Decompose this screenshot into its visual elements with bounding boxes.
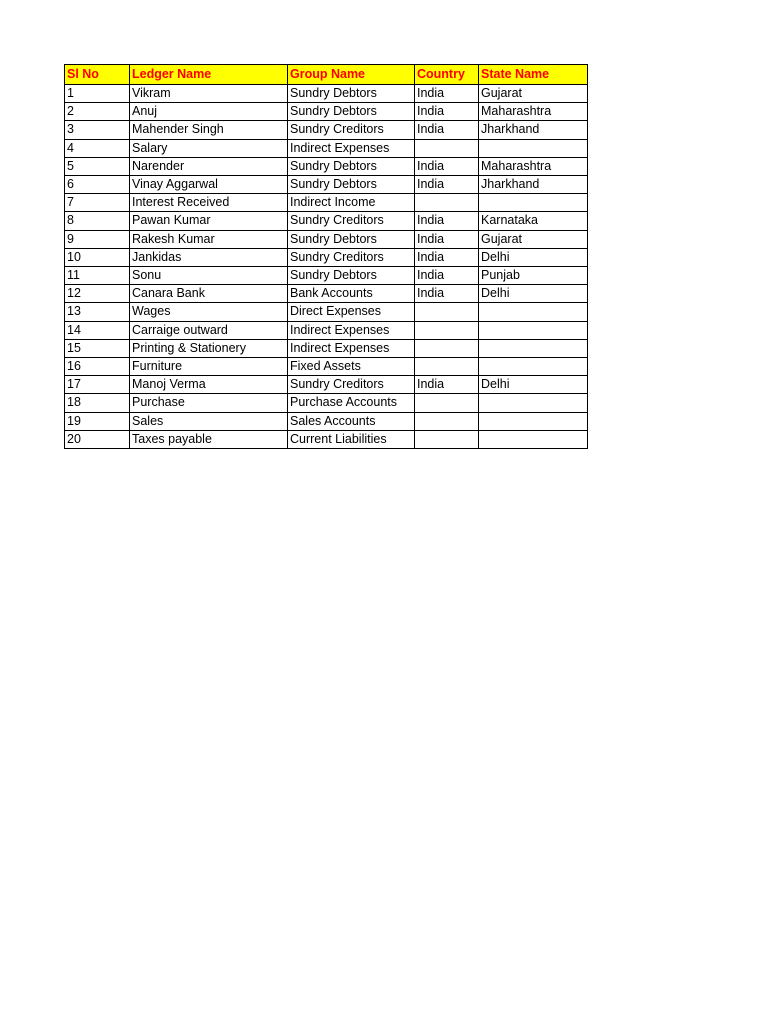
table-row [65, 267, 588, 285]
cell-sl-no[interactable]: 17 [65, 376, 130, 394]
column-header-state-name: State Name [479, 65, 588, 85]
cell-state-name[interactable]: Maharashtra [479, 103, 588, 121]
cell-sl-no[interactable]: 1 [65, 85, 130, 103]
table-row [65, 430, 588, 448]
cell-country[interactable] [415, 303, 479, 321]
cell-country[interactable]: India [415, 212, 479, 230]
column-header-group-name: Group Name [288, 65, 415, 85]
table-row [65, 85, 588, 103]
cell-ledger-name[interactable]: Vikram [130, 85, 288, 103]
cell-sl-no[interactable]: 11 [65, 267, 130, 285]
cell-ledger-name[interactable]: Interest Received [130, 194, 288, 212]
cell-country[interactable]: India [415, 285, 479, 303]
cell-state-name[interactable] [479, 303, 588, 321]
cell-country[interactable] [415, 194, 479, 212]
cell-group-name[interactable]: Purchase Accounts [288, 394, 415, 412]
cell-group-name[interactable]: Sundry Debtors [288, 103, 415, 121]
cell-state-name[interactable] [479, 139, 588, 157]
cell-sl-no[interactable]: 9 [65, 230, 130, 248]
cell-state-name[interactable] [479, 430, 588, 448]
cell-country[interactable]: India [415, 121, 479, 139]
cell-ledger-name[interactable]: Wages [130, 303, 288, 321]
cell-group-name[interactable]: Sundry Creditors [288, 376, 415, 394]
cell-country[interactable]: India [415, 103, 479, 121]
cell-country[interactable]: India [415, 176, 479, 194]
table-row [65, 376, 588, 394]
table-row [65, 394, 588, 412]
cell-ledger-name[interactable]: Manoj Verma [130, 376, 288, 394]
cell-country[interactable]: India [415, 248, 479, 266]
cell-group-name[interactable]: Indirect Income [288, 194, 415, 212]
cell-ledger-name[interactable]: Narender [130, 157, 288, 175]
cell-country[interactable]: India [415, 267, 479, 285]
cell-sl-no[interactable]: 12 [65, 285, 130, 303]
cell-country[interactable]: India [415, 157, 479, 175]
cell-state-name[interactable]: Delhi [479, 285, 588, 303]
table-row [65, 285, 588, 303]
cell-sl-no[interactable]: 10 [65, 248, 130, 266]
cell-state-name[interactable]: Punjab [479, 267, 588, 285]
cell-ledger-name[interactable]: Anuj [130, 103, 288, 121]
cell-ledger-name[interactable]: Pawan Kumar [130, 212, 288, 230]
cell-state-name[interactable]: Delhi [479, 248, 588, 266]
cell-sl-no[interactable]: 6 [65, 176, 130, 194]
cell-ledger-name[interactable]: Mahender Singh [130, 121, 288, 139]
cell-ledger-name[interactable]: Furniture [130, 358, 288, 376]
cell-country[interactable] [415, 358, 479, 376]
cell-ledger-name[interactable]: Salary [130, 139, 288, 157]
cell-sl-no[interactable]: 7 [65, 194, 130, 212]
table-row [65, 176, 588, 194]
cell-group-name[interactable]: Indirect Expenses [288, 139, 415, 157]
cell-state-name[interactable] [479, 358, 588, 376]
cell-ledger-name[interactable]: Carraige outward [130, 321, 288, 339]
cell-state-name[interactable]: Jharkhand [479, 121, 588, 139]
table-row [65, 339, 588, 357]
cell-group-name[interactable]: Direct Expenses [288, 303, 415, 321]
cell-country[interactable] [415, 412, 479, 430]
cell-country[interactable] [415, 430, 479, 448]
cell-ledger-name[interactable]: Canara Bank [130, 285, 288, 303]
cell-country[interactable] [415, 321, 479, 339]
table-row [65, 248, 588, 266]
cell-group-name[interactable]: Sundry Debtors [288, 176, 415, 194]
cell-group-name[interactable]: Fixed Assets [288, 358, 415, 376]
cell-group-name[interactable]: Current Liabilities [288, 430, 415, 448]
cell-group-name[interactable]: Sundry Creditors [288, 121, 415, 139]
cell-sl-no[interactable]: 19 [65, 412, 130, 430]
table-row [65, 321, 588, 339]
cell-group-name[interactable]: Indirect Expenses [288, 339, 415, 357]
cell-ledger-name[interactable]: Purchase [130, 394, 288, 412]
cell-state-name[interactable] [479, 394, 588, 412]
table-row [65, 230, 588, 248]
table-row [65, 212, 588, 230]
cell-sl-no[interactable]: 16 [65, 358, 130, 376]
cell-ledger-name[interactable]: Sonu [130, 267, 288, 285]
cell-sl-no[interactable]: 14 [65, 321, 130, 339]
cell-state-name[interactable] [479, 339, 588, 357]
cell-country[interactable]: India [415, 85, 479, 103]
cell-state-name[interactable]: Maharashtra [479, 157, 588, 175]
cell-group-name[interactable]: Sales Accounts [288, 412, 415, 430]
cell-sl-no[interactable]: 15 [65, 339, 130, 357]
cell-country[interactable]: India [415, 230, 479, 248]
cell-group-name[interactable]: Sundry Creditors [288, 212, 415, 230]
cell-ledger-name[interactable]: Printing & Stationery [130, 339, 288, 357]
table-row [65, 139, 588, 157]
header-row [65, 65, 588, 85]
table-row [65, 157, 588, 175]
cell-ledger-name[interactable]: Vinay Aggarwal [130, 176, 288, 194]
cell-state-name[interactable]: Jharkhand [479, 176, 588, 194]
table-row [65, 303, 588, 321]
cell-country[interactable] [415, 394, 479, 412]
cell-group-name[interactable]: Sundry Debtors [288, 85, 415, 103]
cell-state-name[interactable] [479, 412, 588, 430]
table-row [65, 103, 588, 121]
table-row [65, 121, 588, 139]
cell-group-name[interactable]: Bank Accounts [288, 285, 415, 303]
cell-group-name[interactable]: Sundry Creditors [288, 248, 415, 266]
column-header-ledger-name: Ledger Name [130, 65, 288, 85]
cell-state-name[interactable] [479, 194, 588, 212]
cell-sl-no[interactable]: 8 [65, 212, 130, 230]
cell-country[interactable] [415, 339, 479, 357]
cell-sl-no[interactable]: 20 [65, 430, 130, 448]
table-row [65, 194, 588, 212]
cell-sl-no[interactable]: 18 [65, 394, 130, 412]
cell-sl-no[interactable]: 4 [65, 139, 130, 157]
cell-sl-no[interactable]: 2 [65, 103, 130, 121]
cell-ledger-name[interactable]: Rakesh Kumar [130, 230, 288, 248]
cell-sl-no[interactable]: 13 [65, 303, 130, 321]
table-body [65, 85, 588, 449]
cell-sl-no[interactable]: 3 [65, 121, 130, 139]
ledger-table [64, 64, 588, 449]
cell-group-name[interactable]: Indirect Expenses [288, 321, 415, 339]
cell-state-name[interactable]: Delhi [479, 376, 588, 394]
spreadsheet-area [64, 64, 588, 449]
cell-group-name[interactable]: Sundry Debtors [288, 157, 415, 175]
table-row [65, 358, 588, 376]
cell-sl-no[interactable]: 5 [65, 157, 130, 175]
cell-group-name[interactable]: Sundry Debtors [288, 267, 415, 285]
cell-ledger-name[interactable]: Taxes payable [130, 430, 288, 448]
column-header-country: Country [415, 65, 479, 85]
cell-ledger-name[interactable]: Jankidas [130, 248, 288, 266]
cell-state-name[interactable]: Gujarat [479, 85, 588, 103]
cell-state-name[interactable]: Gujarat [479, 230, 588, 248]
table-header [65, 65, 588, 85]
cell-country[interactable] [415, 139, 479, 157]
cell-group-name[interactable]: Sundry Debtors [288, 230, 415, 248]
column-header-sl-no: Sl No [65, 65, 130, 85]
table-row [65, 412, 588, 430]
cell-country[interactable]: India [415, 376, 479, 394]
cell-state-name[interactable] [479, 321, 588, 339]
cell-ledger-name[interactable]: Sales [130, 412, 288, 430]
cell-state-name[interactable]: Karnataka [479, 212, 588, 230]
